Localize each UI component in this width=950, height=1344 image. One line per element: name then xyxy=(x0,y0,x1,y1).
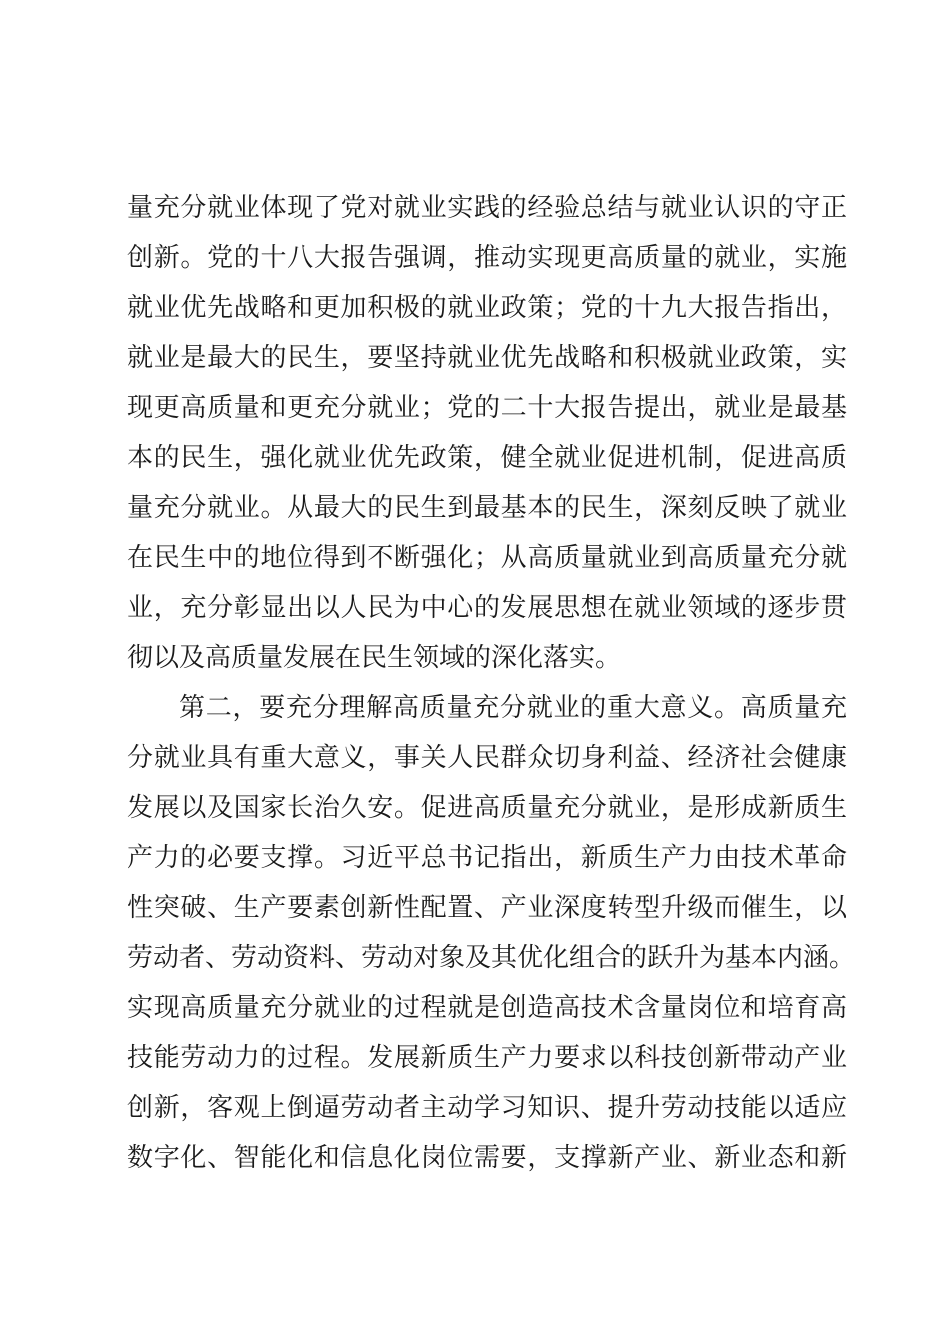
text-line: 第二，要充分理解高质量充分就业的重大意义。高质量充 xyxy=(179,693,847,723)
text-line: 实现高质量充分就业的过程就是创造高技术含量岗位和培育高 xyxy=(127,993,847,1023)
text-line: 技能劳动力的过程。发展新质生产力要求以科技创新带动产业 xyxy=(127,1043,847,1073)
document-body xyxy=(127,183,856,1183)
paragraph-2 xyxy=(127,683,856,1183)
text-line: 就业是最大的民生，要坚持就业优先战略和积极就业政策，实 xyxy=(127,343,847,373)
text-line: 在民生中的地位得到不断强化；从高质量就业到高质量充分就 xyxy=(127,543,847,573)
text-line: 发展以及国家长治久安。促进高质量充分就业，是形成新质生 xyxy=(127,793,847,823)
text-line: 量充分就业体现了党对就业实践的经验总结与就业认识的守正 xyxy=(127,193,847,223)
text-line: 创新。党的十八大报告强调，推动实现更高质量的就业，实施 xyxy=(127,243,847,273)
text-line: 劳动者、劳动资料、劳动对象及其优化组合的跃升为基本内涵。 xyxy=(127,943,856,973)
text-line: 数字化、智能化和信息化岗位需要，支撑新产业、新业态和新 xyxy=(127,1143,847,1173)
paragraph-1 xyxy=(127,183,847,683)
text-line: 本的民生，强化就业优先政策，健全就业促进机制，促进高质 xyxy=(127,443,847,473)
text-line: 创新，客观上倒逼劳动者主动学习知识、提升劳动技能以适应 xyxy=(127,1093,847,1123)
text-line: 性突破、生产要素创新性配置、产业深度转型升级而催生，以 xyxy=(127,893,847,923)
text-line: 现更高质量和更充分就业；党的二十大报告提出，就业是最基 xyxy=(127,393,847,423)
text-line: 业，充分彰显出以人民为中心的发展思想在就业领域的逐步贯 xyxy=(127,593,847,623)
text-line: 彻以及高质量发展在民生领域的深化落实。 xyxy=(127,643,622,673)
text-line: 产力的必要支撑。习近平总书记指出，新质生产力由技术革命 xyxy=(127,843,847,873)
text-line: 分就业具有重大意义，事关人民群众切身利益、经济社会健康 xyxy=(127,743,847,773)
text-line: 就业优先战略和更加积极的就业政策；党的十九大报告指出， xyxy=(127,293,847,323)
text-line: 量充分就业。从最大的民生到最基本的民生，深刻反映了就业 xyxy=(127,493,847,523)
